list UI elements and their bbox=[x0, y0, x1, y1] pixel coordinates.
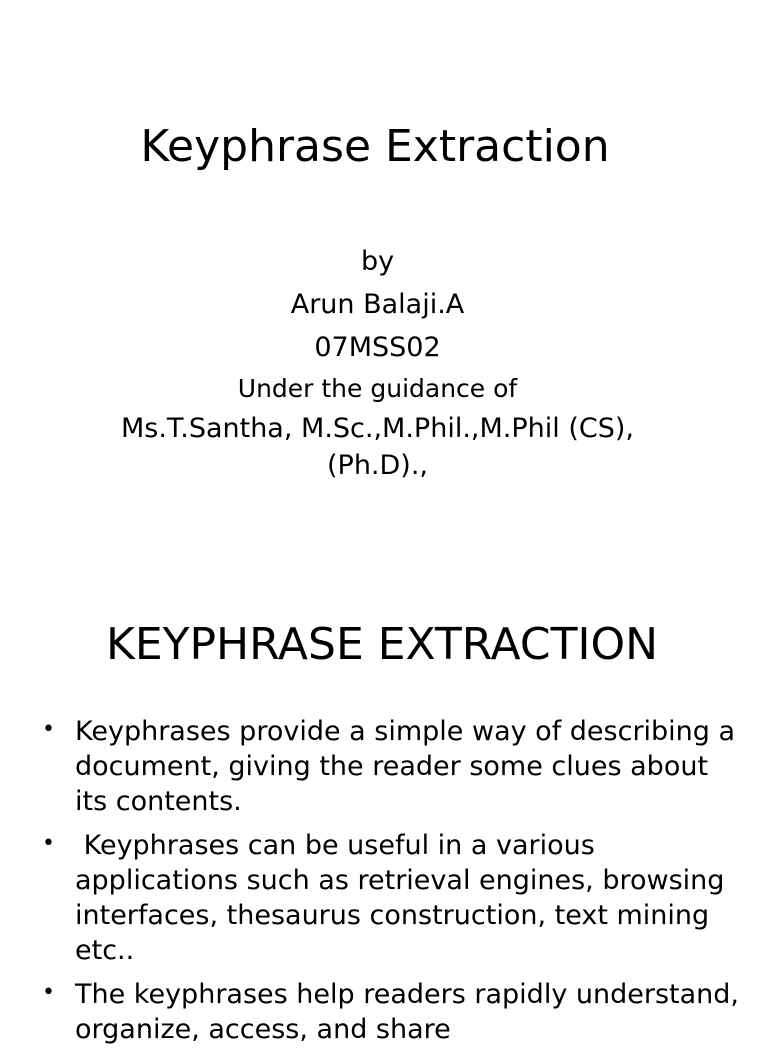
guide-name-line-2: (Ph.D)., bbox=[327, 450, 428, 481]
slide-title: KEYPHRASE EXTRACTION bbox=[105, 619, 659, 670]
bullet-list bbox=[40, 714, 740, 1056]
bullet-item bbox=[40, 977, 740, 1047]
bullet-text: Keyphrases can be useful in a various applications such as retrieval engines, browsing interfaces, thesaurus construction, text mining etc.. bbox=[75, 830, 734, 966]
bullet-text: The keyphrases help readers rapidly understand, organize, access, and share bbox=[75, 979, 739, 1045]
author-name: Arun Balaji.A bbox=[290, 289, 465, 320]
slide-subtitle-block bbox=[0, 240, 755, 483]
roll-number: 07MSS02 bbox=[314, 332, 441, 363]
content-slide bbox=[0, 576, 768, 1045]
bullet-item bbox=[40, 714, 740, 819]
bullet-text: Keyphrases provide a simple way of describing a document, giving the reader some clues about its contents. bbox=[75, 716, 736, 817]
guide-name-line-1: Ms.T.Santha, M.Sc.,M.Phil.,M.Phil (CS), bbox=[121, 413, 634, 444]
bullet-icon: • bbox=[42, 717, 55, 742]
bullet-icon: • bbox=[42, 980, 55, 1005]
bullet-item bbox=[40, 828, 740, 968]
guidance-label: Under the guidance of bbox=[237, 374, 518, 403]
by-label: by bbox=[360, 246, 395, 277]
bullet-icon: • bbox=[42, 831, 55, 856]
slide-title: Keyphrase Extraction bbox=[140, 121, 610, 172]
